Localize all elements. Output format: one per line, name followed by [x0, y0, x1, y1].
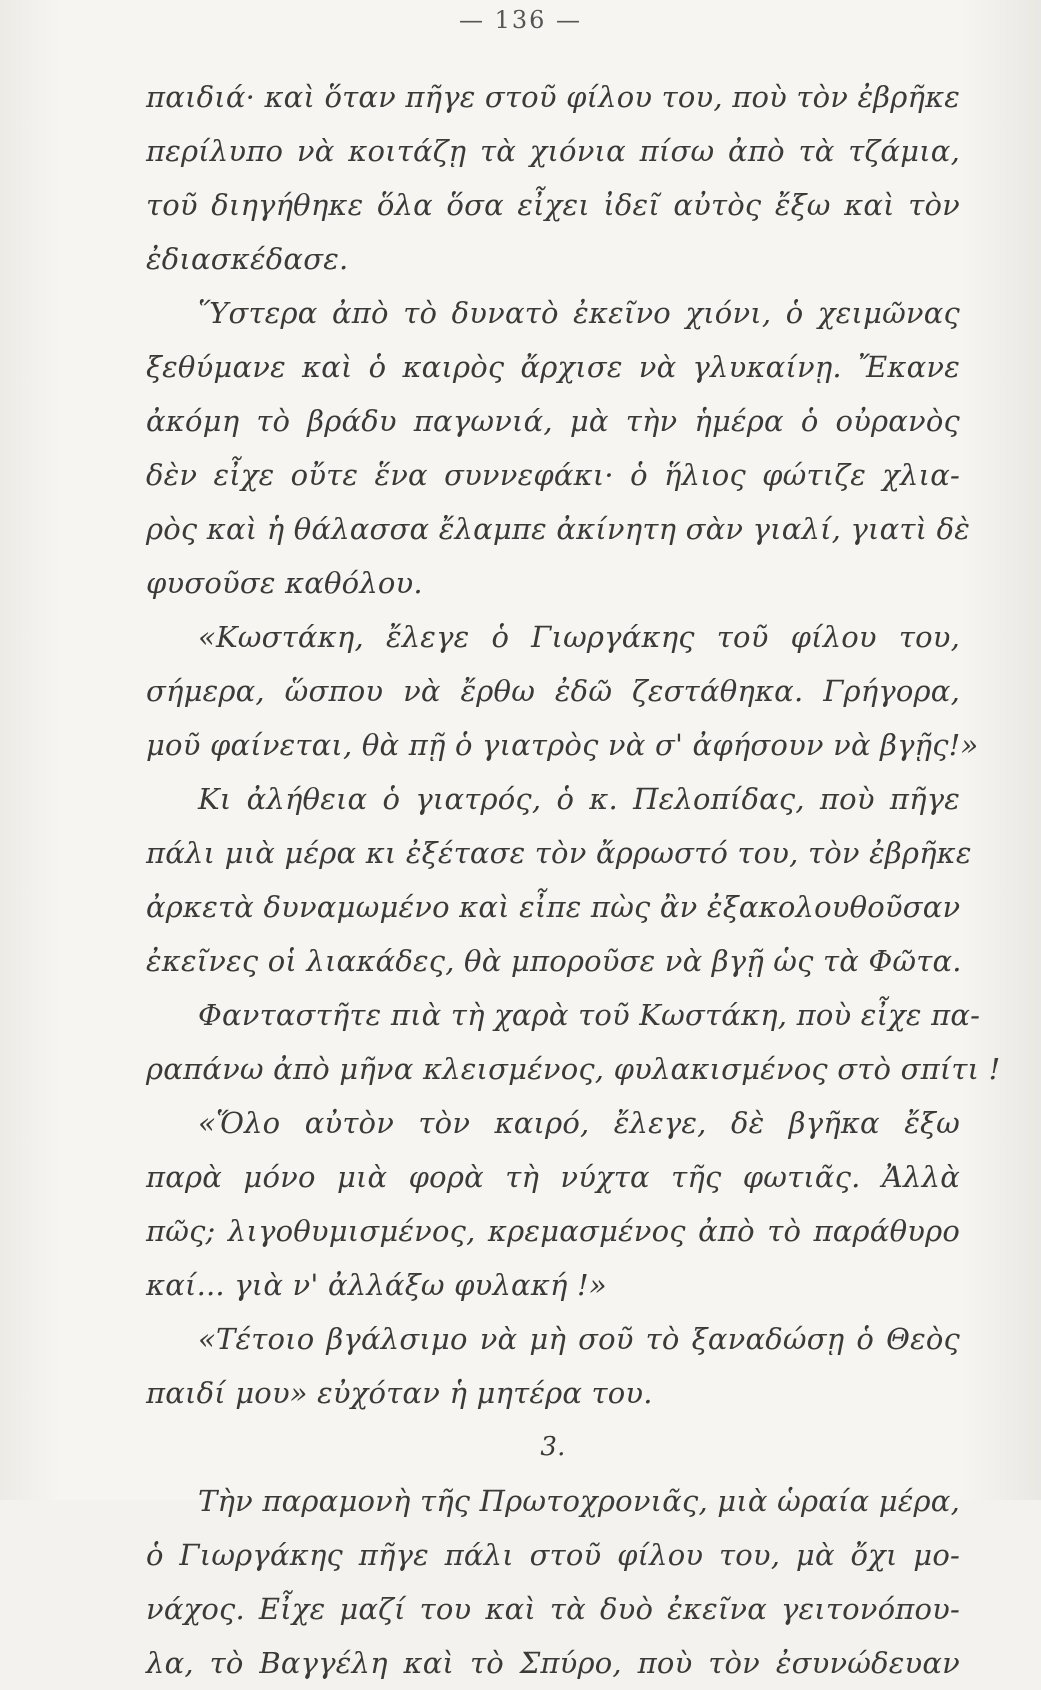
text-line: καί... γιὰ ν' ἀλλάξω φυλακή !»	[146, 1268, 607, 1302]
text-line: ἀρκετὰ δυναμωμένο καὶ εἶπε πὼς ἂν ἐξακολουθοῦσαν	[146, 890, 961, 924]
text-line: λα, τὸ Βαγγέλη καὶ τὸ Σπύρο, ποὺ τὸν ἐσυνώδευαν	[146, 1646, 960, 1680]
text-line: ἐδιασκέδασε.	[146, 242, 349, 276]
text-line: «Ὅλο αὐτὸν τὸν καιρό, ἔλεγε, δὲ βγῆκα ἔξω	[198, 1106, 960, 1140]
text-line: πάλι μιὰ μέρα κι ἐξέτασε τὸν ἄρρωστό του, τὸν ἐβρῆκε	[146, 836, 972, 870]
text-line: ἐκεῖνες οἱ λιακάδες, θὰ μποροῦσε νὰ βγῇ ὡς τὰ Φῶτα.	[146, 944, 962, 978]
text-line: παιδιά· καὶ ὅταν πῆγε στοῦ φίλου του, ποὺ τὸν ἐβρῆκε	[146, 80, 961, 114]
text-line: τοῦ διηγήθηκε ὅλα ὅσα εἶχει ἰδεῖ αὐτὸς ἔξω καὶ τὸν	[146, 188, 960, 222]
text-line: νάχος. Εἶχε μαζί του καὶ τὰ δυὸ ἐκεῖνα γειτονόπου-	[146, 1592, 960, 1626]
text-line: ξεθύμανε καὶ ὁ καιρὸς ἄρχισε νὰ γλυκαίνῃ. Ἔκανε	[146, 350, 960, 384]
text-line: ραπάνω ἀπὸ μῆνα κλεισμένος, φυλακισμένος στὸ σπίτι !	[146, 1052, 1001, 1086]
text-line: ὁ Γιωργάκης πῆγε πάλι στοῦ φίλου του, μὰ ὄχι μο-	[146, 1538, 960, 1572]
text-line: ρὸς καὶ ἡ θάλασσα ἔλαμπε ἀκίνητη σὰν γιαλί, γιατὶ δὲ	[146, 512, 971, 546]
text-line: «Τέτοιο βγάλσιμο νὰ μὴ σοῦ τὸ ξαναδώσῃ ὁ Θεὸς	[198, 1322, 960, 1356]
text-line: Φανταστῆτε πιὰ τὴ χαρὰ τοῦ Κωστάκη, ποὺ εἶχε πα-	[198, 998, 981, 1032]
page-number: — 136 —	[458, 6, 583, 34]
text-line: δὲν εἶχε οὔτε ἕνα συννεφάκι· ὁ ἥλιος φώτιζε χλια-	[146, 458, 960, 492]
text-line: σήμερα, ὥσπου νὰ ἔρθω ἐδῶ ζεστάθηκα. Γρήγορα,	[146, 674, 960, 708]
body-text	[146, 70, 1001, 1690]
text-line: περίλυπο νὰ κοιτάζῃ τὰ χιόνια πίσω ἀπὸ τὰ τζάμια,	[146, 134, 960, 168]
text-line: «Κωστάκη, ἔλεγε ὁ Γιωργάκης τοῦ φίλου του,	[198, 620, 960, 654]
text-line: Κι ἀλήθεια ὁ γιατρός, ὁ κ. Πελοπίδας, ποὺ πῆγε	[198, 782, 960, 816]
text-line: φυσοῦσε καθόλου.	[146, 566, 423, 600]
text-line: μοῦ φαίνεται, θὰ πῇ ὁ γιατρὸς νὰ σ' ἀφήσουν νὰ βγῇς!»	[146, 728, 979, 762]
text-line: παρὰ μόνο μιὰ φορὰ τὴ νύχτα τῆς φωτιᾶς. Ἀλλὰ	[146, 1160, 960, 1194]
text-line: Ὕστερα ἀπὸ τὸ δυνατὸ ἐκεῖνο χιόνι, ὁ χειμῶνας	[198, 296, 960, 330]
text-line: παιδί μου» εὐχόταν ἡ μητέρα του.	[146, 1376, 653, 1410]
text-line: πῶς; λιγοθυμισμένος, κρεμασμένος ἀπὸ τὸ παράθυρο	[146, 1214, 960, 1248]
text-line: Τὴν παραμονὴ τῆς Πρωτοχρονιᾶς, μιὰ ὡραία μέρα,	[198, 1484, 961, 1518]
section-number: 3.	[540, 1432, 566, 1462]
text-line: ἀκόμη τὸ βράδυ παγωνιά, μὰ τὴν ἡμέρα ὁ οὐρανὸς	[146, 404, 960, 438]
